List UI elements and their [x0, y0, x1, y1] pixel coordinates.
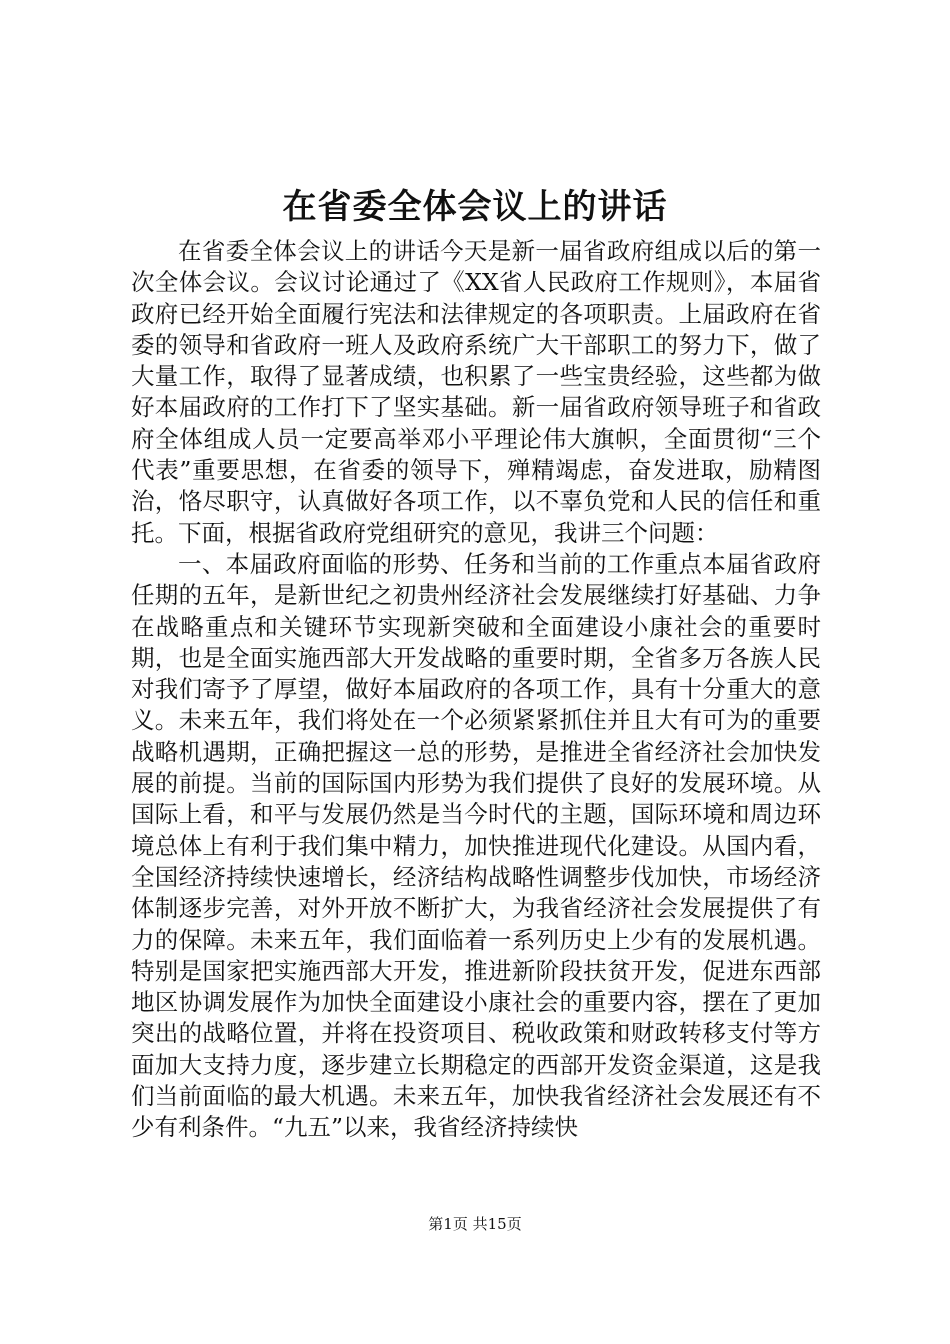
paragraph-intro: 在省委全体会议上的讲话今天是新一届省政府组成以后的第一次全体会议。会议讨论通过了《XX省人民政府工作规则》，本届省政府已经开始全面履行宪法和法律规定的各项职责。上届政府在省委的领导和省政府一班人及政府系统广大干部职工的努力下，做了大量工作，取得了显著成绩，也积累了一些宝贵经验，这些都为做好本届政府的工作打下了坚实基础。新一届省政府领导班子和省政府全体组成人员一定要高举邓小平理论伟大旗帜，全面贯彻“三个代表”重要思想，在省委的领导下，殚精竭虑，奋发进取，励精图治，恪尽职守，认真做好各项工作，以不辜负党和人民的信任和重托。下面，根据省政府党组研究的意见，我讲三个问题：	[131, 237, 821, 547]
page-number-footer: 第1页 共15页	[428, 1215, 522, 1233]
paragraph-section-one: 一、本届政府面临的形势、任务和当前的工作重点本届省政府任期的五年，是新世纪之初贵州经济社会发展继续打好基础、力争在战略重点和关键环节实现新突破和全面建设小康社会的重要时期，也是全面实施西部大开发战略的重要时期，全省多万各族人民对我们寄予了厚望，做好本届政府的各项工作，具有十分重大的意义。未来五年，我们将处在一个必须紧紧抓住并且大有可为的重要战略机遇期，正确把握这一总的形势，是推进全省经济社会加快发展的前提。当前的国际国内形势为我们提供了良好的发展环境。从国际上看，和平与发展仍然是当今时代的主题，国际环境和周边环境总体上有利于我们集中精力，加快推进现代化建设。从国内看，全国经济持续快速增长，经济结构战略性调整步伐加快，市场经济体制逐步完善，对外开放不断扩大，为我省经济社会发展提供了有力的保障。未来五年，我们面临着一系列历史上少有的发展机遇。特别是国家把实施西部大开发，推进新阶段扶贫开发，促进东西部地区协调发展作为加快全面建设小康社会的重要内容，摆在了更加突出的战略位置，并将在投资项目、税收政策和财政转移支付等方面加大支持力度，逐步建立长期稳定的西部开发资金渠道，这是我们当前面临的最大机遇。未来五年，加快我省经济社会发展还有不少有利条件。“九五”以来，我省经济持续快	[131, 549, 821, 1142]
document-title: 在省委全体会议上的讲话	[282, 187, 668, 227]
document-body	[131, 236, 821, 1144]
